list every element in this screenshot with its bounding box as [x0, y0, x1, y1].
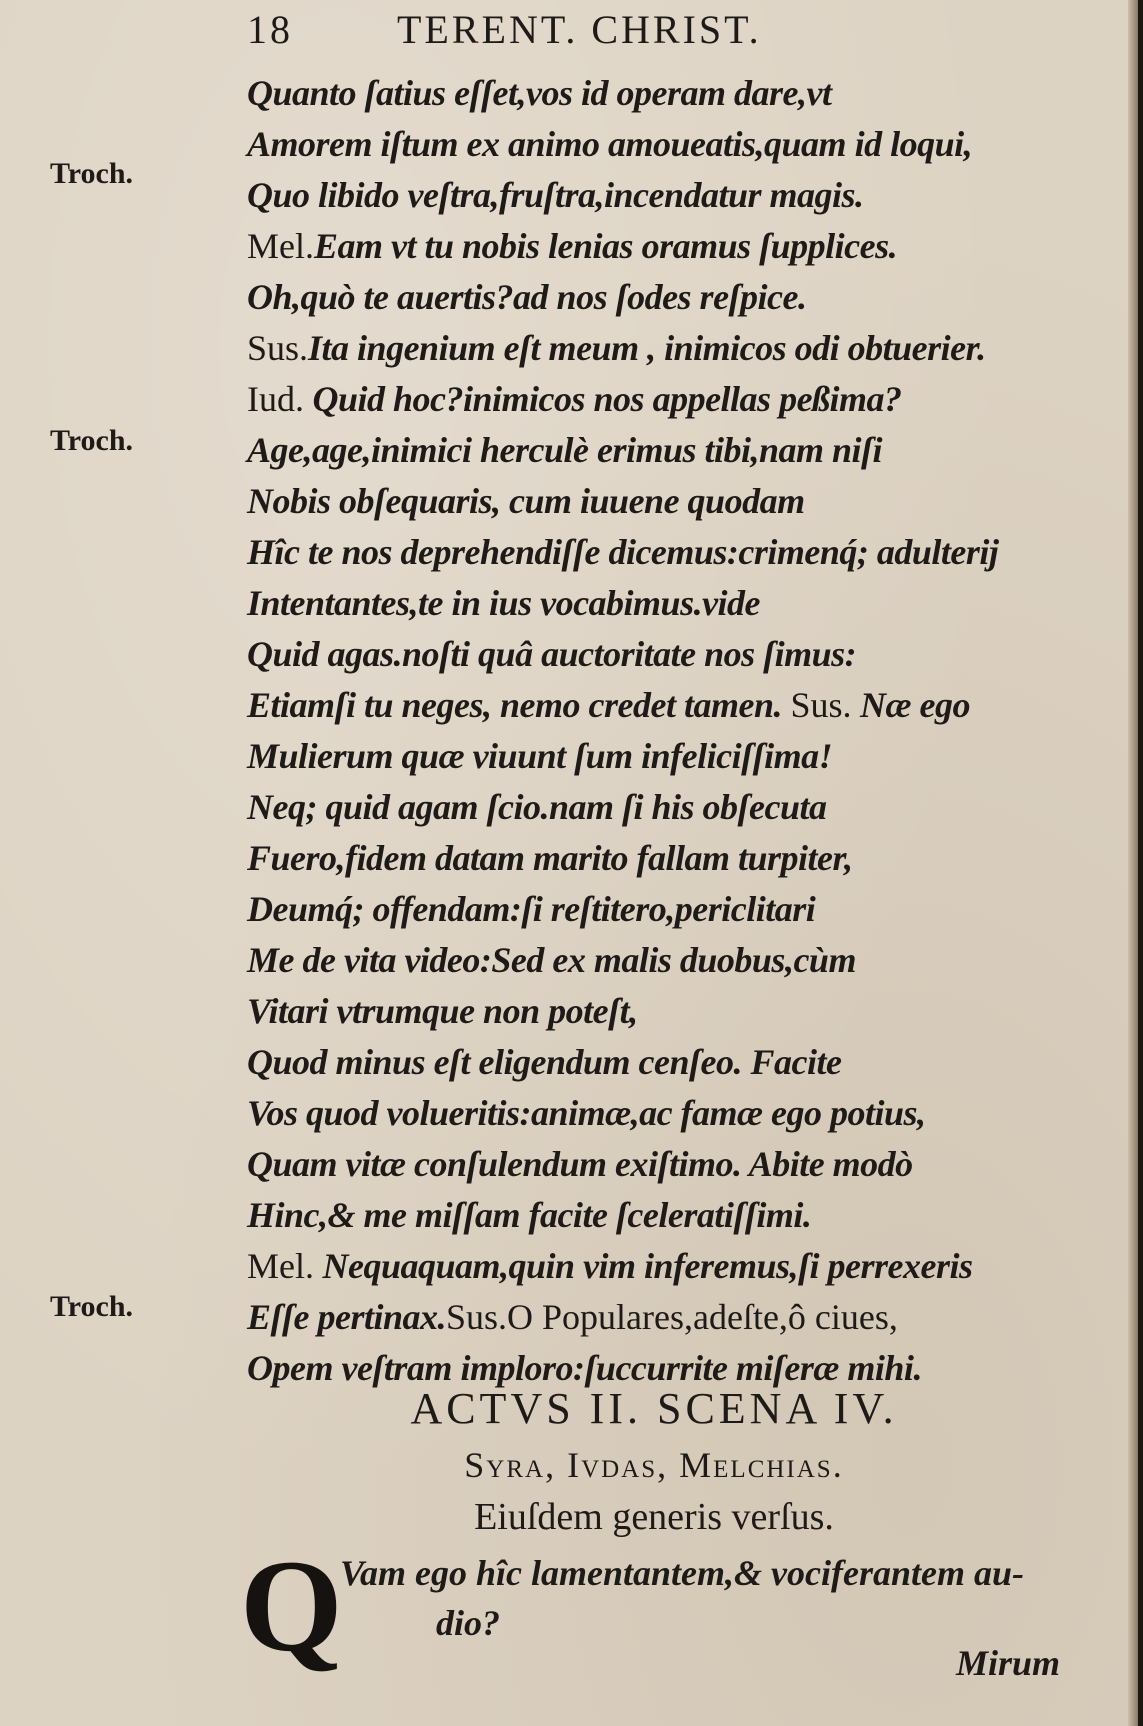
speaker-label: Sus.: [790, 685, 852, 725]
verse-block: [247, 68, 1117, 1394]
margin-note-troch-1: Troch.: [50, 157, 134, 190]
verse-line: [247, 833, 1117, 884]
verse-text: Eſſe pertinax.: [247, 1297, 446, 1337]
verse-text: Etiamſi tu neges, nemo credet tamen.: [247, 685, 782, 725]
verse-text: Amorem iſtum ex animo amoueatis,quam id loqui,: [247, 124, 973, 164]
verse-line: [247, 782, 1117, 833]
verse-text: Quid hoc?inimicos nos appellas peßima?: [312, 379, 902, 419]
verse-line: [247, 374, 1117, 425]
verse-text: Fuero,fidem datam marito fallam turpiter,: [247, 838, 853, 878]
verse-text: Quo libido veſtra,fruſtra,incendatur magis.: [247, 175, 864, 215]
catchword: Mirum: [956, 1643, 1061, 1683]
running-header: [247, 8, 762, 52]
verse-text: Hîc te nos deprehendiſſe dicemus:crimenq́; adulterij: [247, 532, 999, 572]
verse-text: Ita ingenium eſt meum , inimicos odi obtuerier.: [308, 328, 986, 368]
verse-text: Mulierum quæ viuunt ſum infeliciſſima!: [247, 736, 833, 776]
scene-opening-line: Vam ego hîc lamentantem,& vociferantem au-: [340, 1553, 1024, 1593]
verse-line: [247, 1292, 1117, 1343]
verse-text: Oh,quò te auertis?ad nos ſodes reſpice.: [247, 277, 807, 317]
speaker-label: Iud.: [247, 379, 304, 419]
dramatis-personae: Syra, Ivdas, Melchias.: [464, 1445, 844, 1485]
verse-line: [247, 680, 1117, 731]
act-scene-heading: ACTVS II. SCENA IV.: [410, 1384, 898, 1433]
verse-text: Nequaquam,quin vim inferemus,ſi perrexeris: [322, 1246, 973, 1286]
verse-text: Intentantes,te in ius vocabimus.vide: [247, 583, 761, 623]
margin-note-troch-2: Troch.: [50, 424, 134, 457]
verse-text: Age,age,inimici herculè erimus tibi,nam niſi: [247, 430, 883, 470]
verse-text: Neq; quid agam ſcio.nam ſi his obſecuta: [247, 787, 827, 827]
verse-text: Quod minus eſt eligendum cenſeo. Facite: [247, 1042, 842, 1082]
verse-text: Nobis obſequaris, cum iuuene quodam: [247, 481, 805, 521]
verse-line: [247, 68, 1117, 119]
drop-cap: Q: [240, 1532, 343, 1679]
scene-opening-line-continued: dio?: [436, 1603, 501, 1643]
verse-text: Quid agas.noſti quâ auctoritate nos ſimus:: [247, 634, 857, 674]
verse-line: [247, 425, 1117, 476]
verse-text: Quanto ſatius eſſet,vos id operam dare,vt: [247, 73, 832, 113]
verse-line: [247, 1139, 1117, 1190]
verse-line: [247, 629, 1117, 680]
verse-line: [247, 578, 1117, 629]
verse-line: [247, 731, 1117, 782]
margin-note-troch-3: Troch.: [50, 1290, 134, 1323]
page-number: 18: [247, 7, 293, 52]
verse-line: [247, 221, 1117, 272]
verse-line: [247, 1190, 1117, 1241]
verse-line: [247, 1037, 1117, 1088]
speaker-label: Sus.: [247, 328, 309, 368]
verse-line: [247, 527, 1117, 578]
verse-line: [247, 935, 1117, 986]
speaker-label: Mel.: [247, 1246, 314, 1286]
verse-line: [247, 272, 1117, 323]
verse-text: Vos quod volueritis:animæ,ac famæ ego potius,: [247, 1093, 926, 1133]
verse-text: Quam vitæ conſulendum exiſtimo. Abite modò: [247, 1144, 913, 1184]
speaker-label: Mel.: [247, 226, 314, 266]
verse-text: Næ ego: [860, 685, 970, 725]
running-title: TERENT. CHRIST.: [397, 7, 762, 52]
verse-text: Opem veſtram imploro:ſuccurrite miſeræ mihi.: [247, 1348, 922, 1388]
verse-text: Vitari vtrumque non poteſt,: [247, 991, 638, 1031]
verse-text: O Populares,adeſte,ô ciues,: [507, 1297, 898, 1337]
verse-text: Hinc,& me miſſam facite ſceleratiſſimi.: [247, 1195, 812, 1235]
verse-line: [247, 476, 1117, 527]
verse-line: [247, 884, 1117, 935]
verse-text: Eam vt tu nobis lenias oramus ſupplices.: [314, 226, 898, 266]
meter-note: Eiuſdem generis verſus.: [474, 1496, 834, 1538]
verse-line: [247, 1241, 1117, 1292]
verse-line: [247, 323, 1117, 374]
verse-line: [247, 1088, 1117, 1139]
verse-line: [247, 986, 1117, 1037]
verse-line: [247, 119, 1117, 170]
verse-line: [247, 170, 1117, 221]
verse-text: Me de vita video:Sed ex malis duobus,cùm: [247, 940, 856, 980]
speaker-label: Sus.: [445, 1297, 508, 1337]
verse-text: Deumq́; offendam:ſi reſtitero,periclitari: [247, 889, 816, 929]
